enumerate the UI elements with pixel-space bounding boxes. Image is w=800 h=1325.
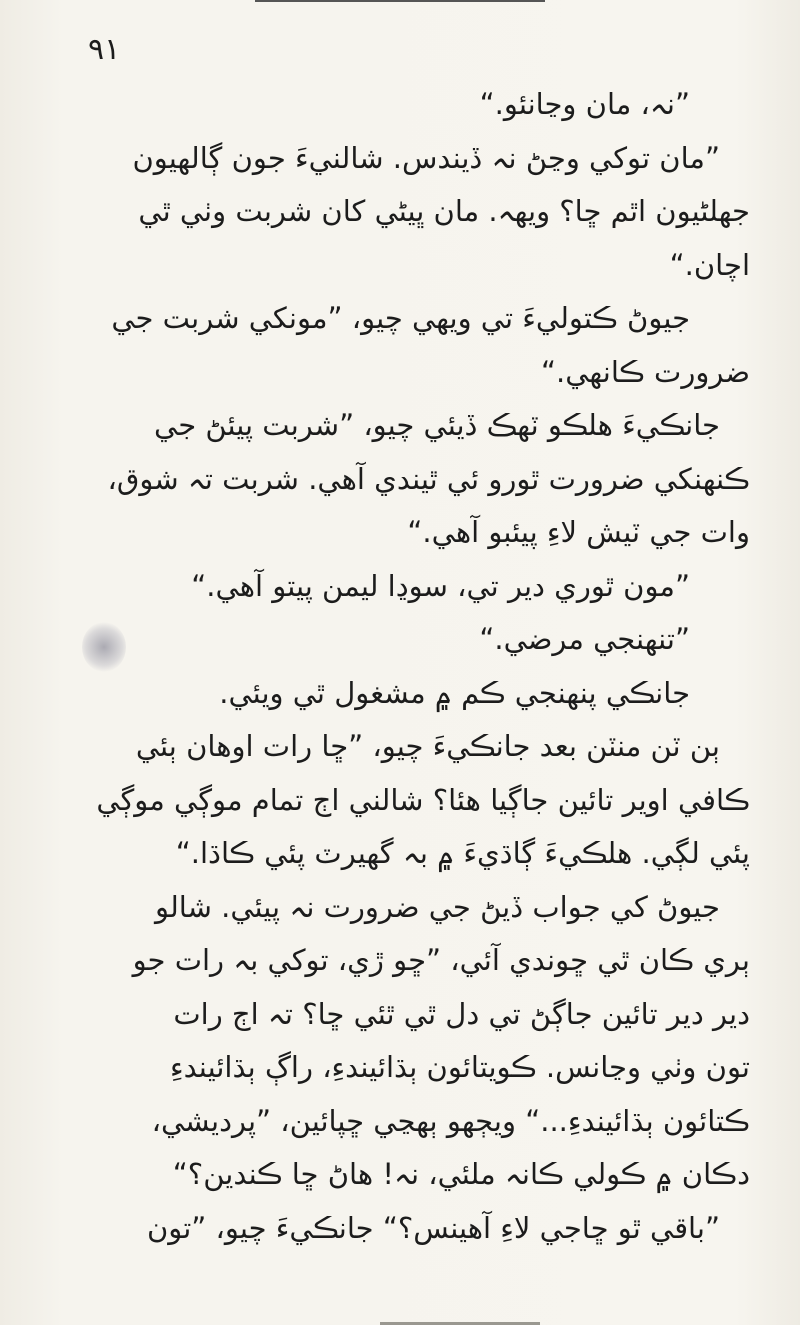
text-line: ضرورت ڪانهي.“ <box>540 354 750 389</box>
text-line: ”نہ، مان وڃانئو.“ <box>479 87 690 121</box>
text-line: اچان.“ <box>669 247 750 282</box>
ink-smudge <box>82 622 126 672</box>
text-line: ٻري ڪان ٿي ڇوندي آئي، ”ڇو ڙي، توکي بہ رات جو <box>132 943 750 977</box>
page-number: ٩١ <box>88 32 121 67</box>
text-line: ”مون ٿوري دير تي، سوڍا ليمن پيتو آهي.“ <box>191 568 690 603</box>
text-line: دڪان ۾ ڪولي ڪانہ ملئي، نہ! هاڻ ڇا ڪندين؟“ <box>172 1157 750 1191</box>
text-line: جهلڻيون اٿم ڇا؟ ويهہ. مان ڀيڻي کان شربت وٺي ٿي <box>138 194 750 228</box>
text-line: ”مان توکي وڃڻ نہ ڏيندس. شالنيءَ جون ڳالهيون <box>132 140 720 175</box>
body-text <box>60 78 750 1255</box>
text-line: دير دير تائين جاڳڻ تي دل ٿي ٿئي ڇا؟ تہ اڄ رات <box>173 996 750 1031</box>
text-line: ڪافي اوير تائين جاڳيا هئا؟ شالني اڄ تمام موڳي موڳي <box>96 782 750 817</box>
text-line: تون وٺي وڃانس. ڪويتائون ٻڌائيندءِ، راڳ ٻڌائيندءِ <box>169 1050 750 1084</box>
text-line: جانڪي پنهنجي ڪم ۾ مشغول ٿي ويئي. <box>219 675 690 710</box>
text-line: ڪنهنکي ضرورت ٿورو ئي ٿيندي آهي. شربت تہ شوق، <box>107 461 750 496</box>
text-line: ٻن ٽن منٽن بعد جانڪيءَ چيو، ”ڇا رات اوهان ٻئي <box>135 729 720 763</box>
text-line: پئي لڳي. هلڪيءَ ڳاڌيءَ ۾ بہ گهيرٽ پئي ڪاڌا.“ <box>175 836 750 870</box>
top-rule <box>255 0 545 2</box>
text-line: ”باقي ٿو ڇاجي لاءِ آهينس؟“ جانڪيءَ چيو، ”تون <box>146 1210 720 1245</box>
text-line: جيوڻ ڪتوليءَ تي ويهي چيو، ”مونکي شربت جي <box>111 301 690 335</box>
text-line: ڪتائون ٻڌائيندءِ...“ ويڄهو ٻهڃي ڇپائين، ”پرديشي، <box>151 1103 750 1138</box>
text-line: وات جي ٽيش لاءِ پيئبو آهي.“ <box>407 515 750 549</box>
text-line: جانڪيءَ هلڪو ٽهڪ ڏيئي چيو، ”شربت پيئڻ جي <box>154 408 720 442</box>
text-line: جيوڻ کي جواب ڏيڻ جي ضرورت نہ پيئي. شالو <box>154 889 720 924</box>
text-line: ”تنهنجي مرضي.“ <box>479 622 690 656</box>
